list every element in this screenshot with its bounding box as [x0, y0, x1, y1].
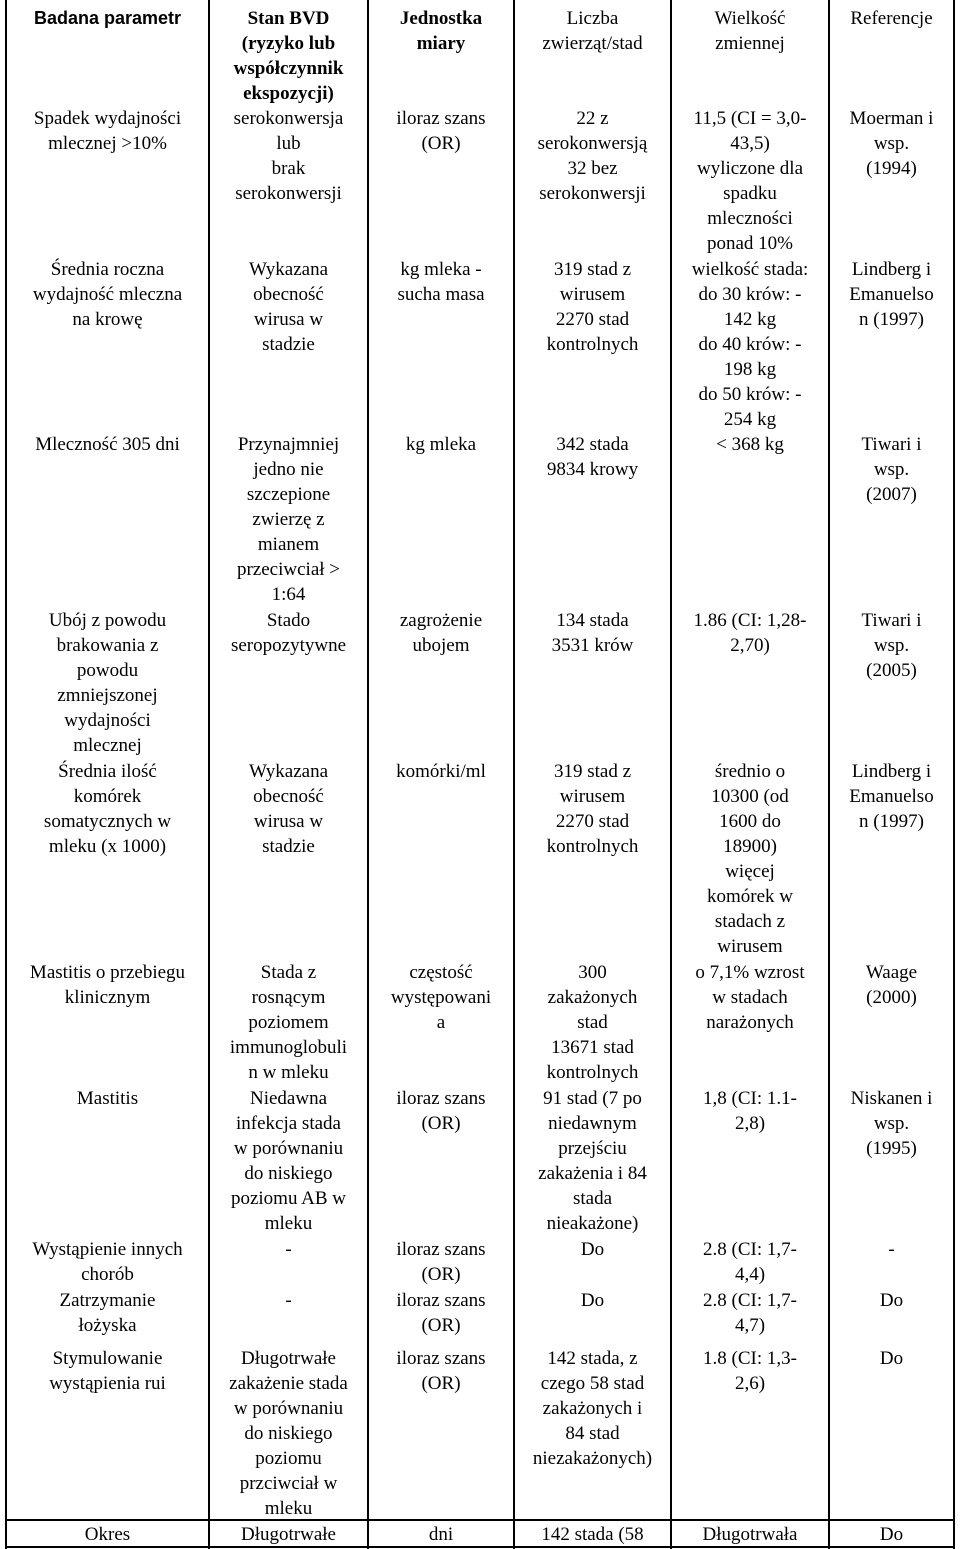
cell-variable-size: < 368 kg [716, 434, 784, 455]
cell-reference: Do [879, 1524, 904, 1545]
row-border [5, 1519, 955, 1521]
header-parameter: Badana parametr [33, 8, 182, 28]
cell-reference: Do [879, 1290, 904, 1311]
header-bvd-status: Stan BVD (ryzyko lub współczynnik ekspozycji) [233, 8, 344, 104]
cell-bvd-status: Długotrwałe zakażenie stada w porównaniu do niskiego poziomu przciwciał w mleku [229, 1348, 348, 1519]
cell-animal-count: 342 stada 9834 krowy [546, 434, 639, 480]
cell-variable-size: wielkość stada: do 30 krów: - 142 kg do 40 krów: - 198 kg do 50 krów: - 254 kg [691, 259, 809, 430]
cell-parameter: Stymulowanie wystąpienia rui [49, 1348, 166, 1394]
cell-parameter: Okres [84, 1524, 131, 1545]
cell-unit: zagrożenie ubojem [399, 610, 483, 656]
cell-parameter: Mastitis [76, 1088, 139, 1109]
cell-bvd-status: Stado seropozytywne [230, 610, 347, 656]
cell-variable-size: 2.8 (CI: 1,7- 4,4) [703, 1239, 797, 1285]
header-animal-count: Liczba zwierząt/stad [542, 8, 643, 54]
cell-reference: Waage (2000) [865, 962, 918, 1008]
cell-reference: Lindberg i Emanuelso n (1997) [849, 259, 934, 330]
header-references: Referencje [850, 8, 933, 29]
cell-variable-size: 11,5 (CI = 3,0- 43,5) wyliczone dla spadku mleczności ponad 10% [693, 108, 807, 254]
cell-parameter: Mleczność 305 dni [35, 434, 180, 455]
cell-animal-count: 134 stada 3531 krów [551, 610, 634, 656]
cell-unit: iloraz szans (OR) [396, 1348, 486, 1394]
cell-animal-count: 300 zakażonych stad 13671 stad kontrolnych [546, 962, 639, 1083]
cell-animal-count: 319 stad z wirusem 2270 stad kontrolnych [546, 259, 639, 355]
cell-parameter: Zatrzymanie łożyska [59, 1290, 156, 1336]
cell-variable-size: 1,8 (CI: 1.1- 2,8) [703, 1088, 797, 1134]
cell-reference: Tiwari i wsp. (2005) [861, 610, 922, 681]
cell-reference: Lindberg i Emanuelso n (1997) [849, 761, 934, 832]
cell-unit: iloraz szans (OR) [396, 1088, 486, 1134]
cell-parameter: Mastitis o przebiegu klinicznym [29, 962, 186, 1008]
header-variable-size: Wielkość zmiennej [714, 8, 786, 54]
cell-animal-count: 142 stada, z czego 58 stad zakażonych i 84 stad niezakażonych) [532, 1348, 653, 1469]
cell-bvd-status: Stada z rosnącym poziomem immunoglobuli n w mleku [229, 962, 348, 1083]
cell-bvd-status: Wykazana obecność wirusa w stadzie [248, 761, 329, 857]
cell-unit: częstość występowani a [390, 962, 492, 1033]
cell-unit: kg mleka [405, 434, 477, 455]
cell-bvd-status: serokonwersja lub brak serokonwersji [233, 108, 344, 204]
cell-animal-count: 22 z serokonwersją 32 bez serokonwersji [537, 108, 648, 204]
cell-animal-count: 91 stad (7 po niedawnym przejściu zakażenia i 84 stada nieakażone) [538, 1088, 647, 1234]
cell-bvd-status: Wykazana obecność wirusa w stadzie [248, 259, 329, 355]
cell-variable-size: średnio o 10300 (od 1600 do 18900) więcej komórek w stadach z wirusem [706, 761, 793, 957]
cell-reference: Niskanen i wsp. (1995) [850, 1088, 933, 1159]
cell-unit: komórki/ml [396, 761, 486, 782]
border-right [953, 0, 955, 1549]
cell-variable-size: o 7,1% wzrost w stadach narażonych [695, 962, 805, 1033]
cell-bvd-status: Długotrwałe [241, 1524, 336, 1545]
cell-animal-count: Do [580, 1239, 605, 1260]
cell-bvd-status: Przynajmniej jedno nie szczepione zwierzę z mianem przeciwciał > 1:64 [236, 434, 340, 605]
cell-variable-size: 1.86 (CI: 1,28- 2,70) [693, 610, 807, 656]
cell-reference: Do [879, 1348, 904, 1369]
cell-unit: iloraz szans (OR) [396, 1290, 486, 1336]
cell-unit: iloraz szans (OR) [396, 1239, 486, 1285]
cell-reference: Tiwari i wsp. (2007) [861, 434, 922, 505]
cell-unit: iloraz szans (OR) [396, 108, 486, 154]
cell-variable-size: Długotrwała [702, 1524, 798, 1545]
cell-animal-count: 319 stad z wirusem 2270 stad kontrolnych [546, 761, 639, 857]
cell-bvd-status: - [285, 1239, 292, 1260]
cell-parameter: Średnia roczna wydajność mleczna na krowę [32, 259, 183, 330]
cell-variable-size: 1.8 (CI: 1,3- 2,6) [703, 1348, 797, 1394]
header-unit: Jednostka miary [399, 8, 483, 54]
cell-bvd-status: - [285, 1290, 292, 1311]
cell-bvd-status: Niedawna infekcja stada w porównaniu do niskiego poziomu AB w mleku [230, 1088, 347, 1234]
cell-parameter: Wystąpienie innych chorób [32, 1239, 183, 1285]
cell-reference: Moerman i wsp. (1994) [849, 108, 934, 179]
cell-parameter: Spadek wydajności mlecznej >10% [33, 108, 182, 154]
cell-unit: dni [428, 1524, 454, 1545]
cell-parameter: Ubój z powodu brakowania z powodu zmniejszonej wydajności mlecznej [48, 610, 167, 756]
cell-animal-count: 142 stada (58 [541, 1524, 644, 1545]
cell-reference: - [888, 1239, 895, 1260]
cell-variable-size: 2.8 (CI: 1,7- 4,7) [703, 1290, 797, 1336]
cell-unit: kg mleka - sucha masa [397, 259, 485, 305]
cell-animal-count: Do [580, 1290, 605, 1311]
cell-parameter: Średnia ilość komórek somatycznych w mleku (x 1000) [43, 761, 172, 857]
